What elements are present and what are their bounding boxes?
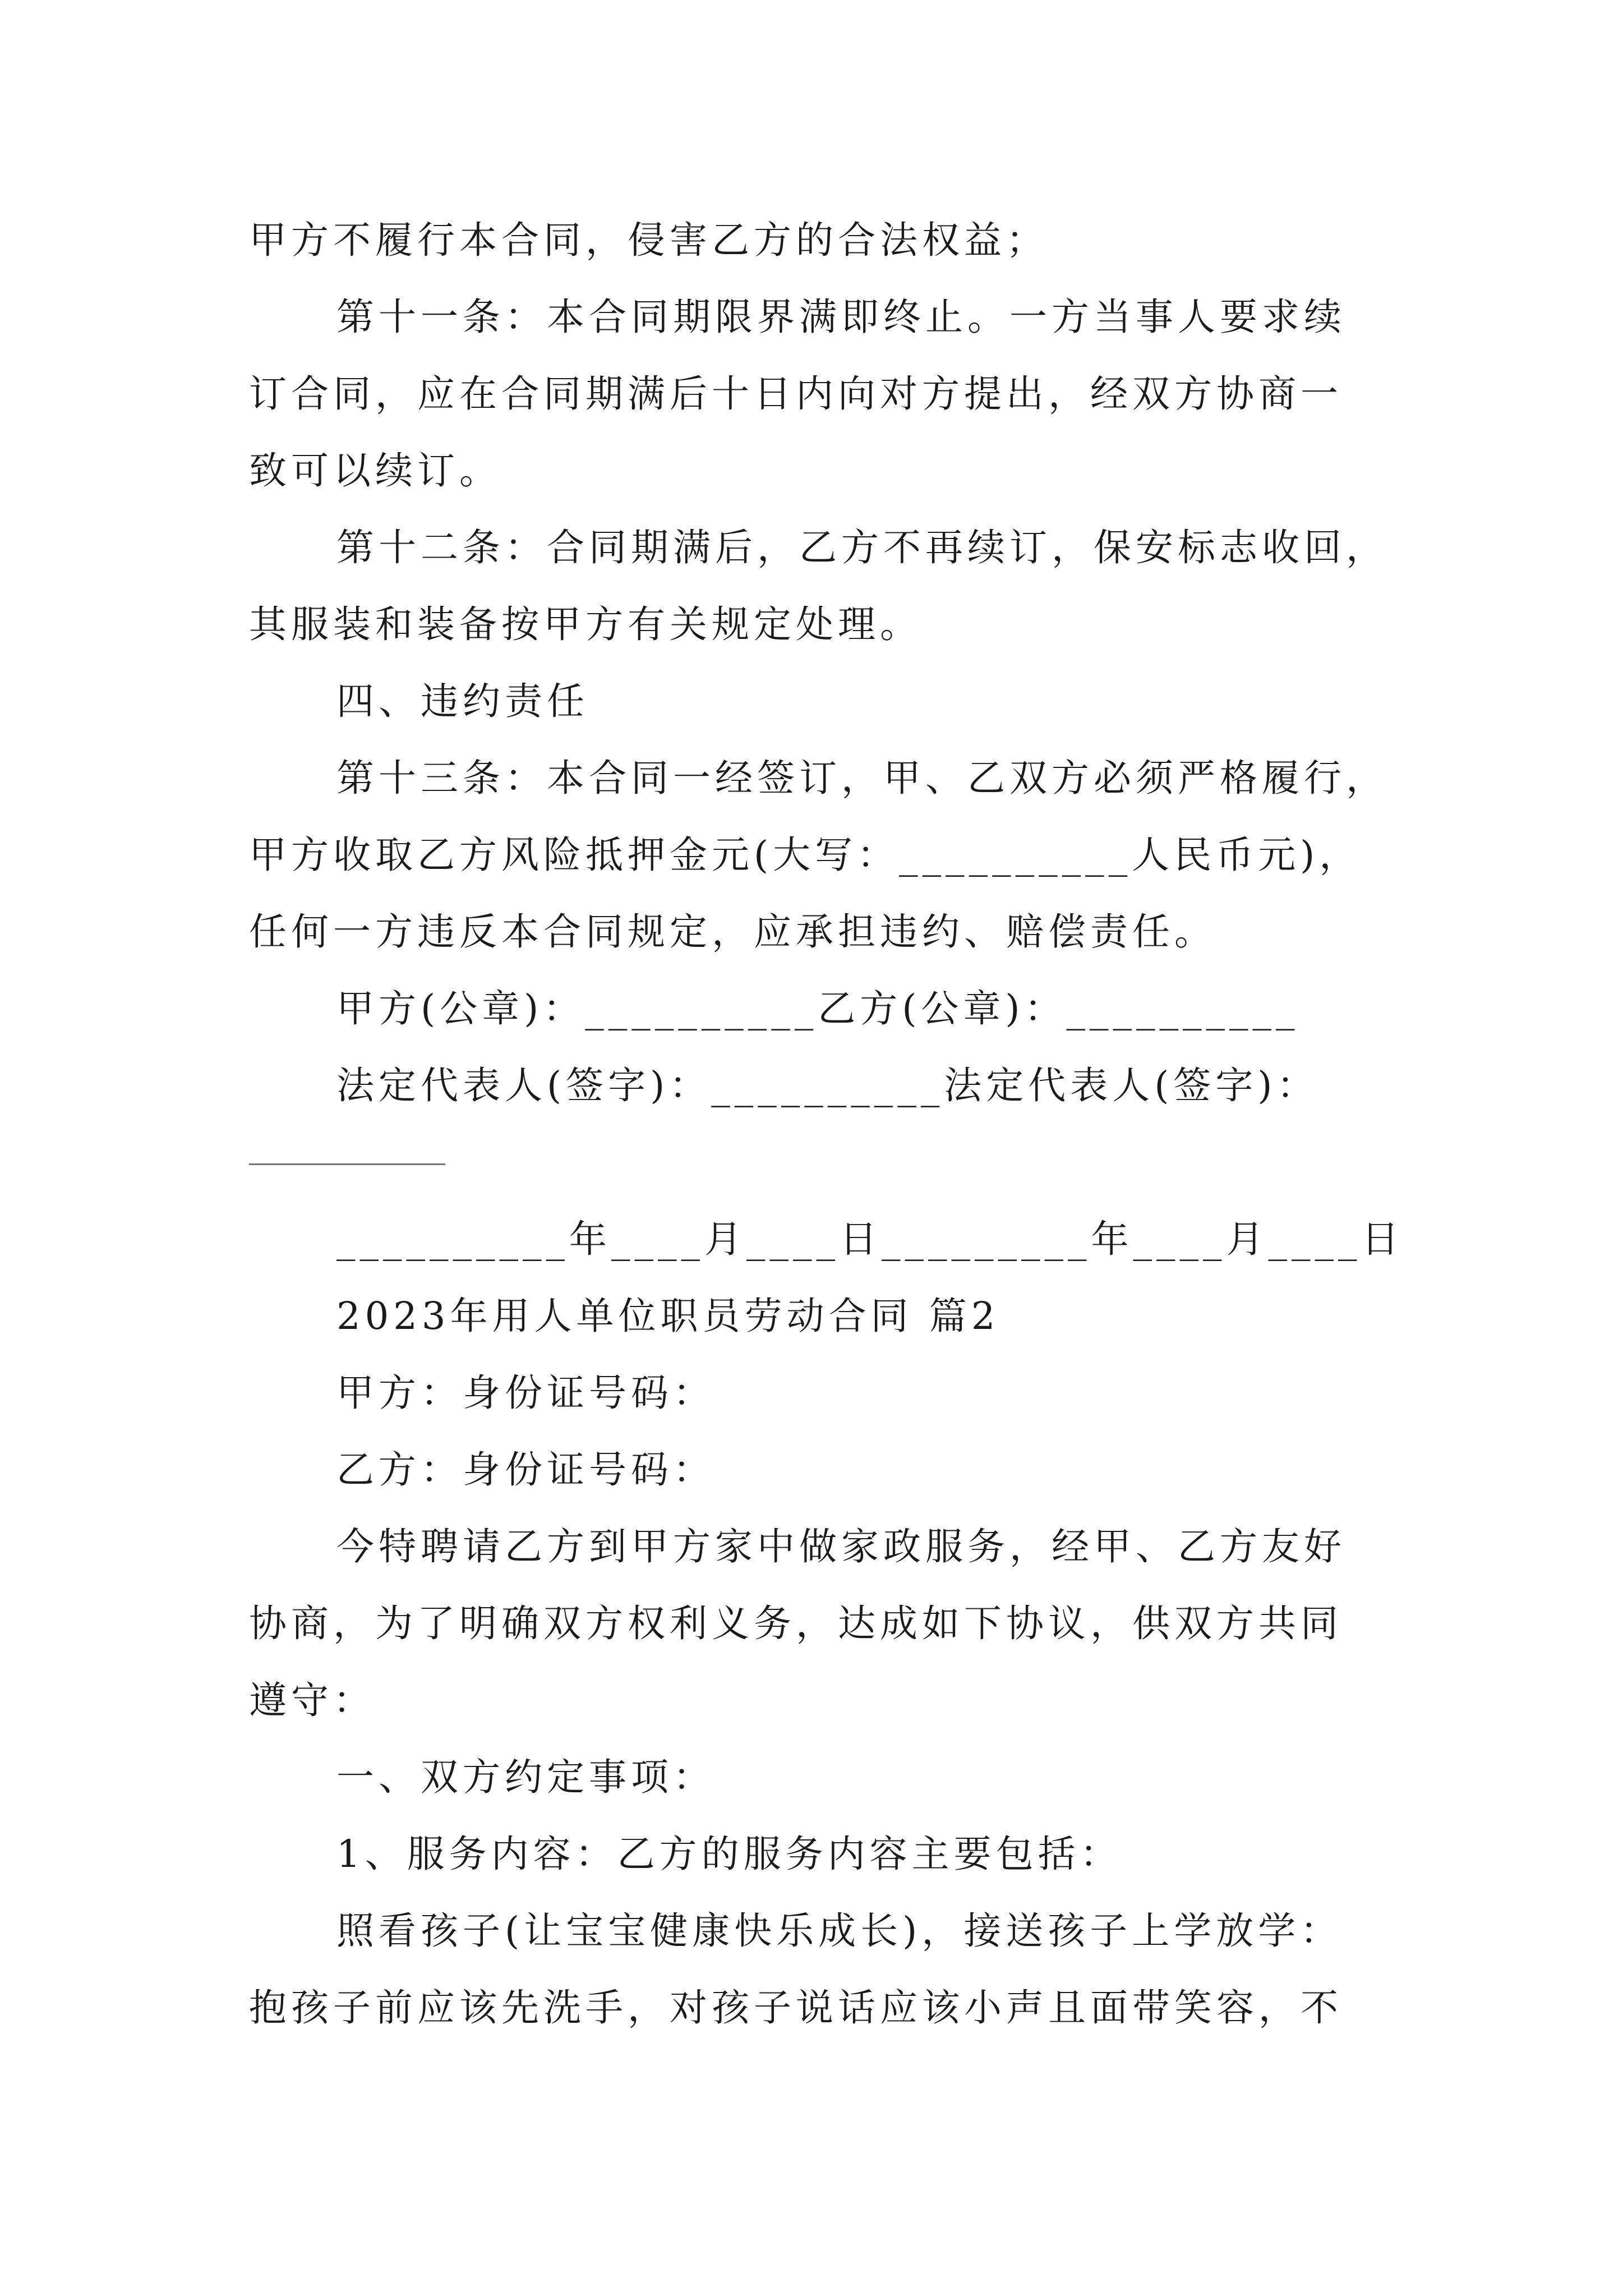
text-line: 协商，为了明确双方权利义务，达成如下协议，供双方共同	[249, 1602, 1343, 1645]
text-line: 订合同，应在合同期满后十日内向对方提出，经双方协商一	[249, 372, 1343, 416]
text-line: 致可以续订。	[249, 449, 501, 493]
text-line: 任何一方违反本合同规定，应承担违约、赔偿责任。	[249, 910, 1216, 954]
text-line: 其服装和装备按甲方有关规定处理。	[249, 602, 922, 646]
text-line: 第十一条：本合同期限界满即终止。一方当事人要求续	[336, 295, 1346, 339]
text-line: 第十二条：合同期满后，乙方不再续订，保安标志收回，	[336, 526, 1388, 569]
text-line: 甲方不履行本合同，侵害乙方的合法权益；	[249, 218, 1048, 262]
text-line: 遵守：	[249, 1678, 375, 1722]
section-heading: 四、违约责任	[336, 679, 589, 723]
document-body	[249, 202, 1404, 2046]
seal-line: 甲方(公章)：__________乙方(公章)：__________	[336, 987, 1299, 1030]
section-heading: 一、双方约定事项：	[336, 1755, 715, 1799]
text-line: 甲方收取乙方风险抵押金元(大写：__________人民币元)，	[249, 833, 1362, 877]
text-line: 抱孩子前应该先洗手，对孩子说话应该小声且面带笑容，不	[249, 1986, 1343, 2030]
blank-rule-line	[249, 1124, 1387, 1201]
text-line: 今特聘请乙方到甲方家中做家政服务，经甲、乙方友好	[336, 1525, 1346, 1568]
party-a-line: 甲方：身份证号码：	[336, 1371, 715, 1415]
signature-line: 法定代表人(签字)：__________法定代表人(签字)：	[336, 1064, 1319, 1107]
party-b-line: 乙方：身份证号码：	[336, 1448, 715, 1492]
blank-rule	[249, 1124, 445, 1165]
text-line: 照看孩子(让宝宝健康快乐成长)，接送孩子上学放学：	[336, 1909, 1343, 1953]
date-line: __________年____月____日_________年____月____日	[336, 1217, 1404, 1261]
text-line: 第十三条：本合同一经签订，甲、乙双方必须严格履行，	[336, 756, 1388, 800]
text-line: 1、服务内容：乙方的服务内容主要包括：	[336, 1832, 1122, 1876]
contract-title: 2023年用人单位职员劳动合同 篇2	[336, 1294, 1000, 1338]
